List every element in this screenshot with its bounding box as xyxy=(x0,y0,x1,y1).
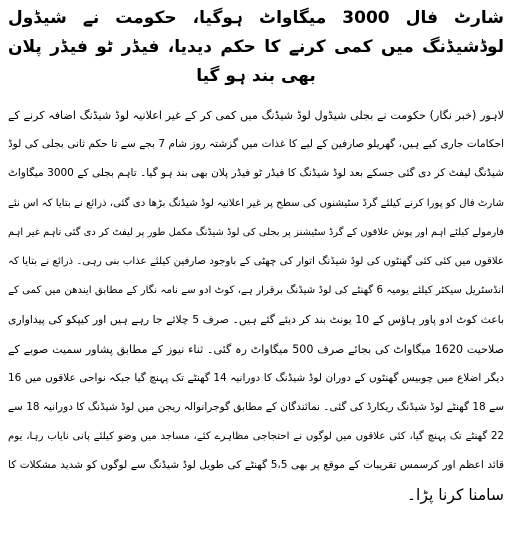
headline-line: بھی بند ہو گیا xyxy=(196,66,316,86)
headline-line: شارٹ فال 3000 میگاواٹ ہوگیا، حکومت نے شیڈول لوڈشیڈنگ میں کمی کرنے کا حکم دیدیا، فیڈر ٹو فیڈر پلان xyxy=(8,8,504,57)
body-line: انڈسٹریل سیکٹر کیلئے یومیہ 6 گھنٹے کی لوڈ شیڈنگ برقرار ہے، کوٹ ادو سے نامہ نگار کے مطابق ایندھن میں کمی کے xyxy=(8,285,504,297)
body-line: شارٹ فال کو پورا کرنے کیلئے گرڈ سٹیشنوں کی سطح پر غیر اعلانیہ لوڈ شیڈنگ بڑھا دی گئی، ذرائع نے بتایا کہ اس نئے xyxy=(8,197,504,209)
body-line: 22 گھنٹے تک پہنچ گیا، کئی علاقوں میں لوگوں نے احتجاجی مظاہرے کئے، مساجد میں وضو کیلئے پانی نایاب رہا، یوم xyxy=(8,431,504,443)
body-line: شیڈنگ لیفٹ کر دی گئی جسکے بعد لوڈ شیڈنگ کا فیڈر ٹو فیڈر پلان بھی بند ہو گیا۔ تاہم بجلی کے 3000 میگاواٹ xyxy=(8,167,504,180)
body-line: احکامات جاری کیے ہیں، گھریلو صارفین کے لیے کا غذات میں گزشتہ روز شام 7 بجے سے تا حکم ثانی بجلی کی لوڈ xyxy=(8,138,504,151)
body-line: فارمولے کیلئے اہم اور پوش علاقوں کے گرڈ سٹیشنز پر بجلی کی لوڈ شیڈنگ مکمل طور پر لیفٹ کر دی گئی تاہم غیر اہم xyxy=(8,226,504,238)
body-line: باعث کوٹ ادو پاور ہاؤس کے 10 یونٹ بند کر دیئے گئے ہیں۔ صرف 5 چلائے جا رہے ہیں اور کیپکو کی پیداواری xyxy=(8,313,504,327)
body-line: لاہور (خبر نگار) حکومت نے بجلی شیڈول لوڈ شیڈنگ میں کمی کر کے غیر اعلانیہ لوڈ شیڈنگ اضافہ کرنے کے xyxy=(8,109,504,122)
article-body xyxy=(8,101,504,510)
body-line: علاقوں میں کئی کئی گھنٹوں کی لوڈ شیڈنگ اتوار کی چھٹی کے باوجود صارفین کیلئے عذاب بنی رہی۔ ذرائع نے بتایا کہ xyxy=(8,256,504,268)
body-line: سے 18 گھنٹے لوڈ شیڈنگ ریکارڈ کی گئی۔ نمائندگان کے مطابق گوجرانوالہ ریجن میں لوڈ شیڈنگ کا دورانیہ 18 سے xyxy=(8,401,504,414)
body-line: قائد اعظم اور کرسمس تقریبات کے موقع پر بھی 5،5 گھنٹے کی طویل لوڈ شیڈنگ سے لوگوں کو شدید مشکلات کا xyxy=(8,459,504,472)
body-line: صلاحیت 1620 میگاواٹ کی بجائے صرف 500 میگاواٹ رہ گئی۔ ثناء نیوز کے مطابق پشاور سمیت صوبے کے xyxy=(8,342,504,356)
article-headline xyxy=(8,4,504,91)
body-line: سامنا کرنا پڑا۔ xyxy=(406,485,504,504)
body-line: دیگر اضلاع میں چوبیس گھنٹوں کے دوران لوڈ شیڈنگ کا دورانیہ 14 گھنٹے تک پہنچ گیا جبکہ نواحی علاقوں میں 16 xyxy=(8,371,504,384)
